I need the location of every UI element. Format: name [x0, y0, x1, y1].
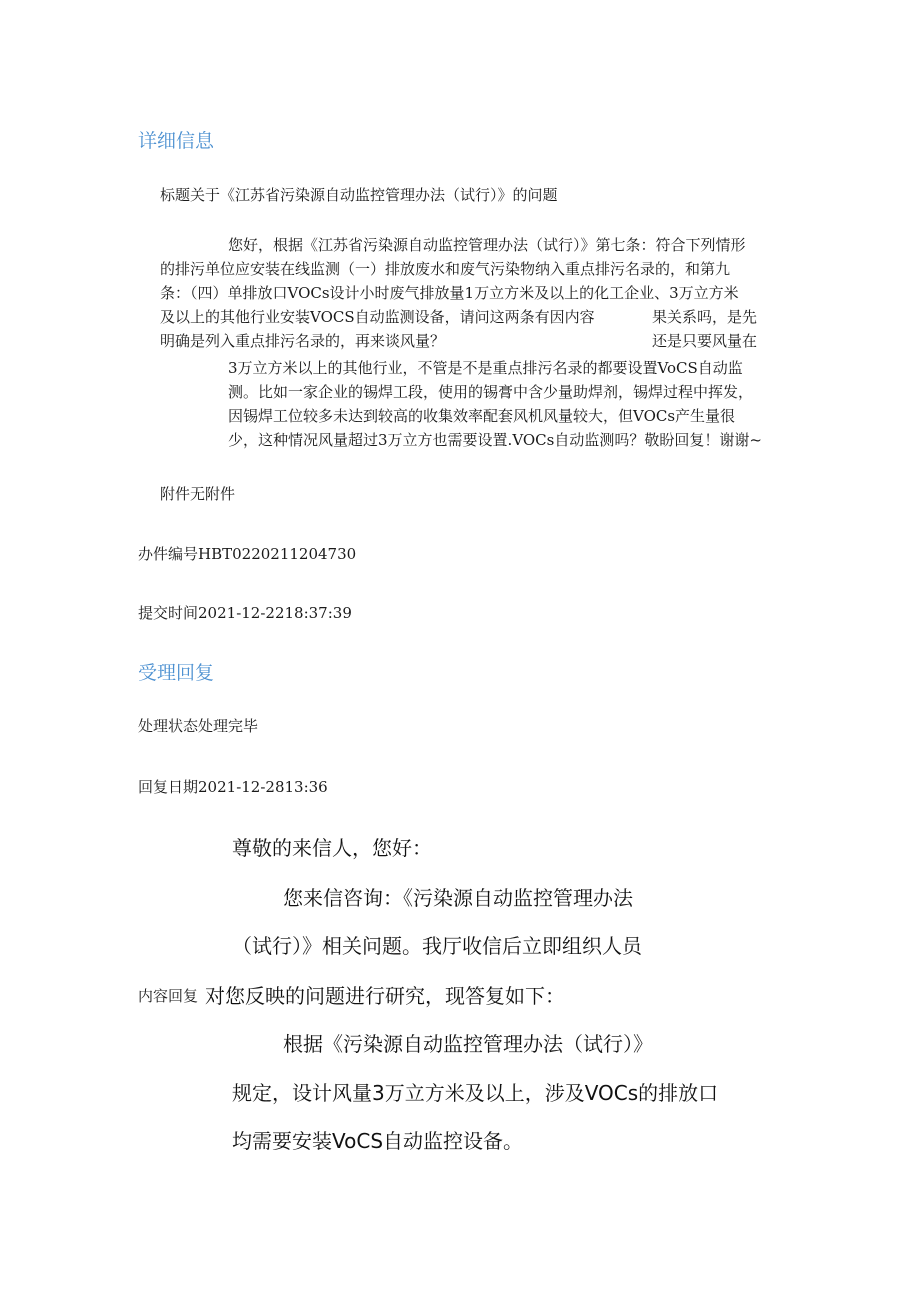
- subject-label: 标题: [160, 186, 191, 204]
- reply-line-7: 均需要安装VoCS自动监控设备。: [232, 1129, 524, 1153]
- question-line-4a: 及以上的其他行业安装VOCS自动监测设备，请问这两条有因内容: [160, 308, 595, 326]
- question-line-6: 3万立方米以上的其他行业，不管是不是重点排污名录的都要设置VoCS自动监: [228, 359, 743, 377]
- case-number-label: 办件编号: [138, 545, 199, 563]
- submit-time-value: 2021-12-2218:37:39: [198, 604, 352, 622]
- subject-row: [160, 184, 558, 205]
- status-row: [138, 715, 258, 736]
- status-label: 处理状态: [138, 717, 199, 735]
- reply-line-1: 尊敬的来信人，您好：: [232, 836, 432, 860]
- reply-line-6: 规定，设计风量3万立方米及以上，涉及VOCs的排放口: [232, 1081, 719, 1105]
- subject-value: 关于《江苏省污染源自动监控管理办法（试行）》的问题: [190, 186, 558, 204]
- reply-line-5: 根据《污染源自动监控管理办法（试行）》: [283, 1032, 653, 1056]
- status-value: 处理完毕: [198, 717, 259, 735]
- reply-line-3: （试行）》相关问题。我厅收信后立即组织人员: [232, 934, 642, 958]
- content-label: 内容回复: [138, 987, 199, 1005]
- reply-line-2: 您来信咨询：《污染源自动监控管理办法: [283, 886, 633, 910]
- question-line-5a: 明确是列入重点排污名录的，再来谈风量？: [160, 332, 446, 350]
- question-line-5b: 还是只要风量在: [652, 332, 758, 350]
- submit-time-row: [138, 602, 352, 623]
- case-number-value: HBT0220211204730: [198, 545, 357, 563]
- submit-time-label: 提交时间: [138, 604, 199, 622]
- reply-line-4: 对您反映的问题进行研究，现答复如下：: [205, 984, 565, 1008]
- question-line-7: 测。比如一家企业的锡焊工段，使用的锡膏中含少量助焊剂，锡焊过程中挥发，: [228, 383, 754, 401]
- reply-heading: 受理回复: [138, 662, 215, 684]
- attachment-row: [160, 483, 235, 504]
- details-heading: 详细信息: [138, 130, 215, 152]
- attachment-label: 附件: [160, 485, 191, 503]
- reply-date-label: 回复日期: [138, 778, 199, 796]
- attachment-value: 无附件: [190, 485, 236, 503]
- question-line-2: 的排污单位应安装在线监测（一）排放废水和废气污染物纳入重点排污名录的，和第九: [160, 260, 731, 278]
- question-line-9: 少，这种情况风量超过3万立方也需要设置.VOCs自动监测吗？敬盼回复！谢谢~: [228, 431, 762, 449]
- reply-date-row: [138, 776, 328, 797]
- question-line-3: 条：（四）单排放口VOCs设计小时废气排放量1万立方米及以上的化工企业、3万立方米: [160, 284, 739, 302]
- case-number-row: [138, 543, 356, 564]
- reply-date-value: 2021-12-2813:36: [198, 778, 328, 796]
- question-line-1: 您好，根据《江苏省污染源自动监控管理办法（试行）》第七条：符合下列情形: [228, 236, 746, 254]
- question-line-8: 因锡焊工位较多未达到较高的收集效率配套风机风量较大，但VOCs产生量很: [228, 407, 736, 425]
- question-line-4b: 果关系吗，是先: [652, 308, 758, 326]
